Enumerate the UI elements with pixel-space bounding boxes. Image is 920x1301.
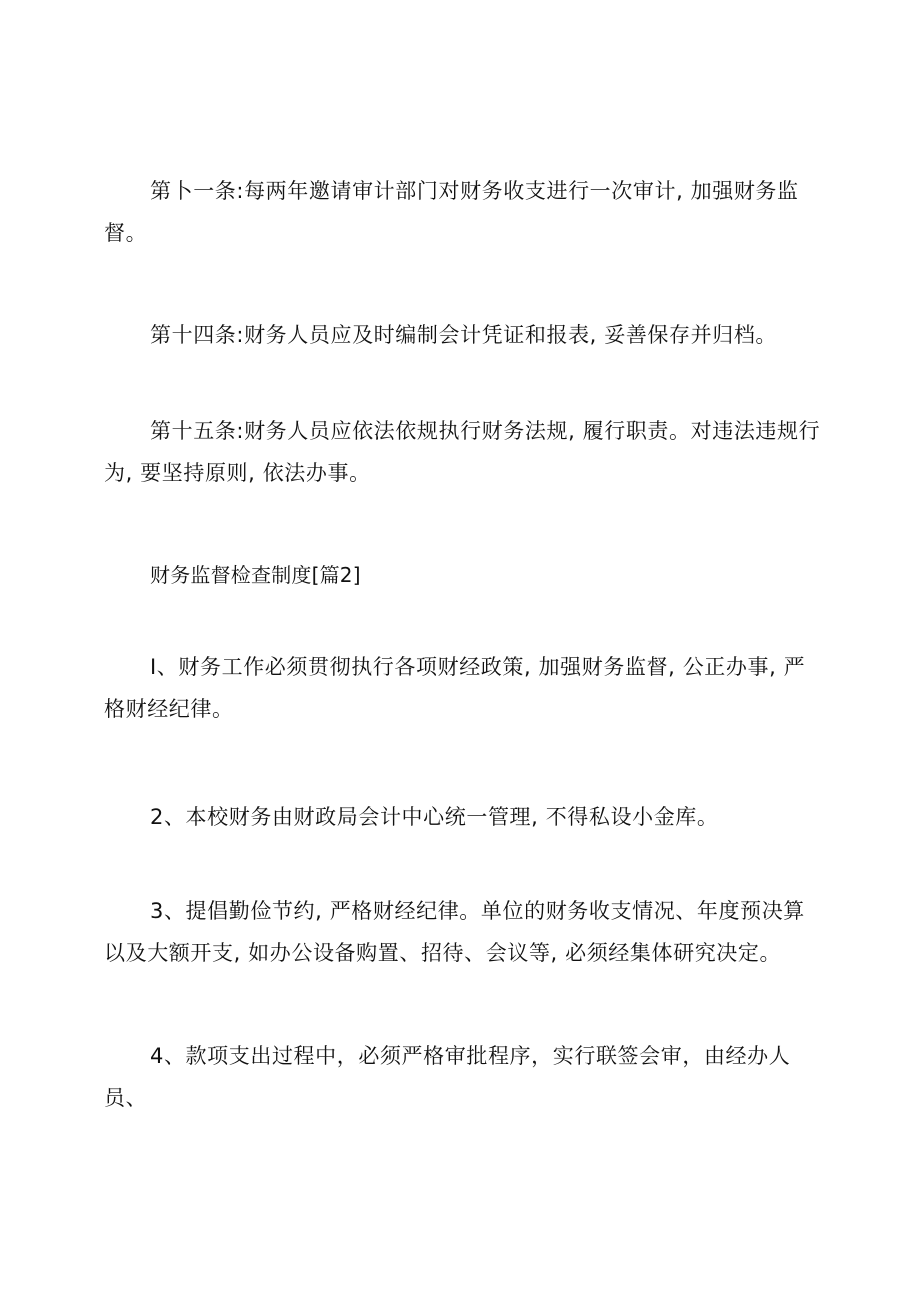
article-11-paragraph: 第卜一条:每两年邀请审计部门对财务收支进行一次审计, 加强财务监督。 (104, 179, 799, 245)
item-3-paragraph: 3、提倡勤俭节约, 严格财经纪律。单位的财务收支情况、年度预决算以及大额开支, 如办公设备购置、招待、会议等, 必须经集体研究决定。 (104, 899, 805, 965)
item-4-paragraph: 4、款项支出过程中，必须严格审批程序，实行联签会审，由经办人员、 (104, 1044, 791, 1110)
item-2-paragraph: 2、本校财务由财政局会计中心统一管理, 不得私设小金库。 (150, 805, 719, 829)
item-1-paragraph: I、财务工作必须贯彻执行各项财经政策, 加强财务监督, 公正办事, 严格财经纪律。 (104, 655, 806, 721)
article-14-paragraph: 第十四条:财务人员应及时编制会计凭证和报表, 妥善保存并归档。 (150, 323, 778, 347)
article-15-paragraph: 第十五条:财务人员应依法依规执行财务法规, 履行职责。对违法违规行为, 要坚持原则, 依法办事。 (104, 419, 821, 485)
section-heading: 财务监督检查制度[篇2] (150, 563, 361, 587)
